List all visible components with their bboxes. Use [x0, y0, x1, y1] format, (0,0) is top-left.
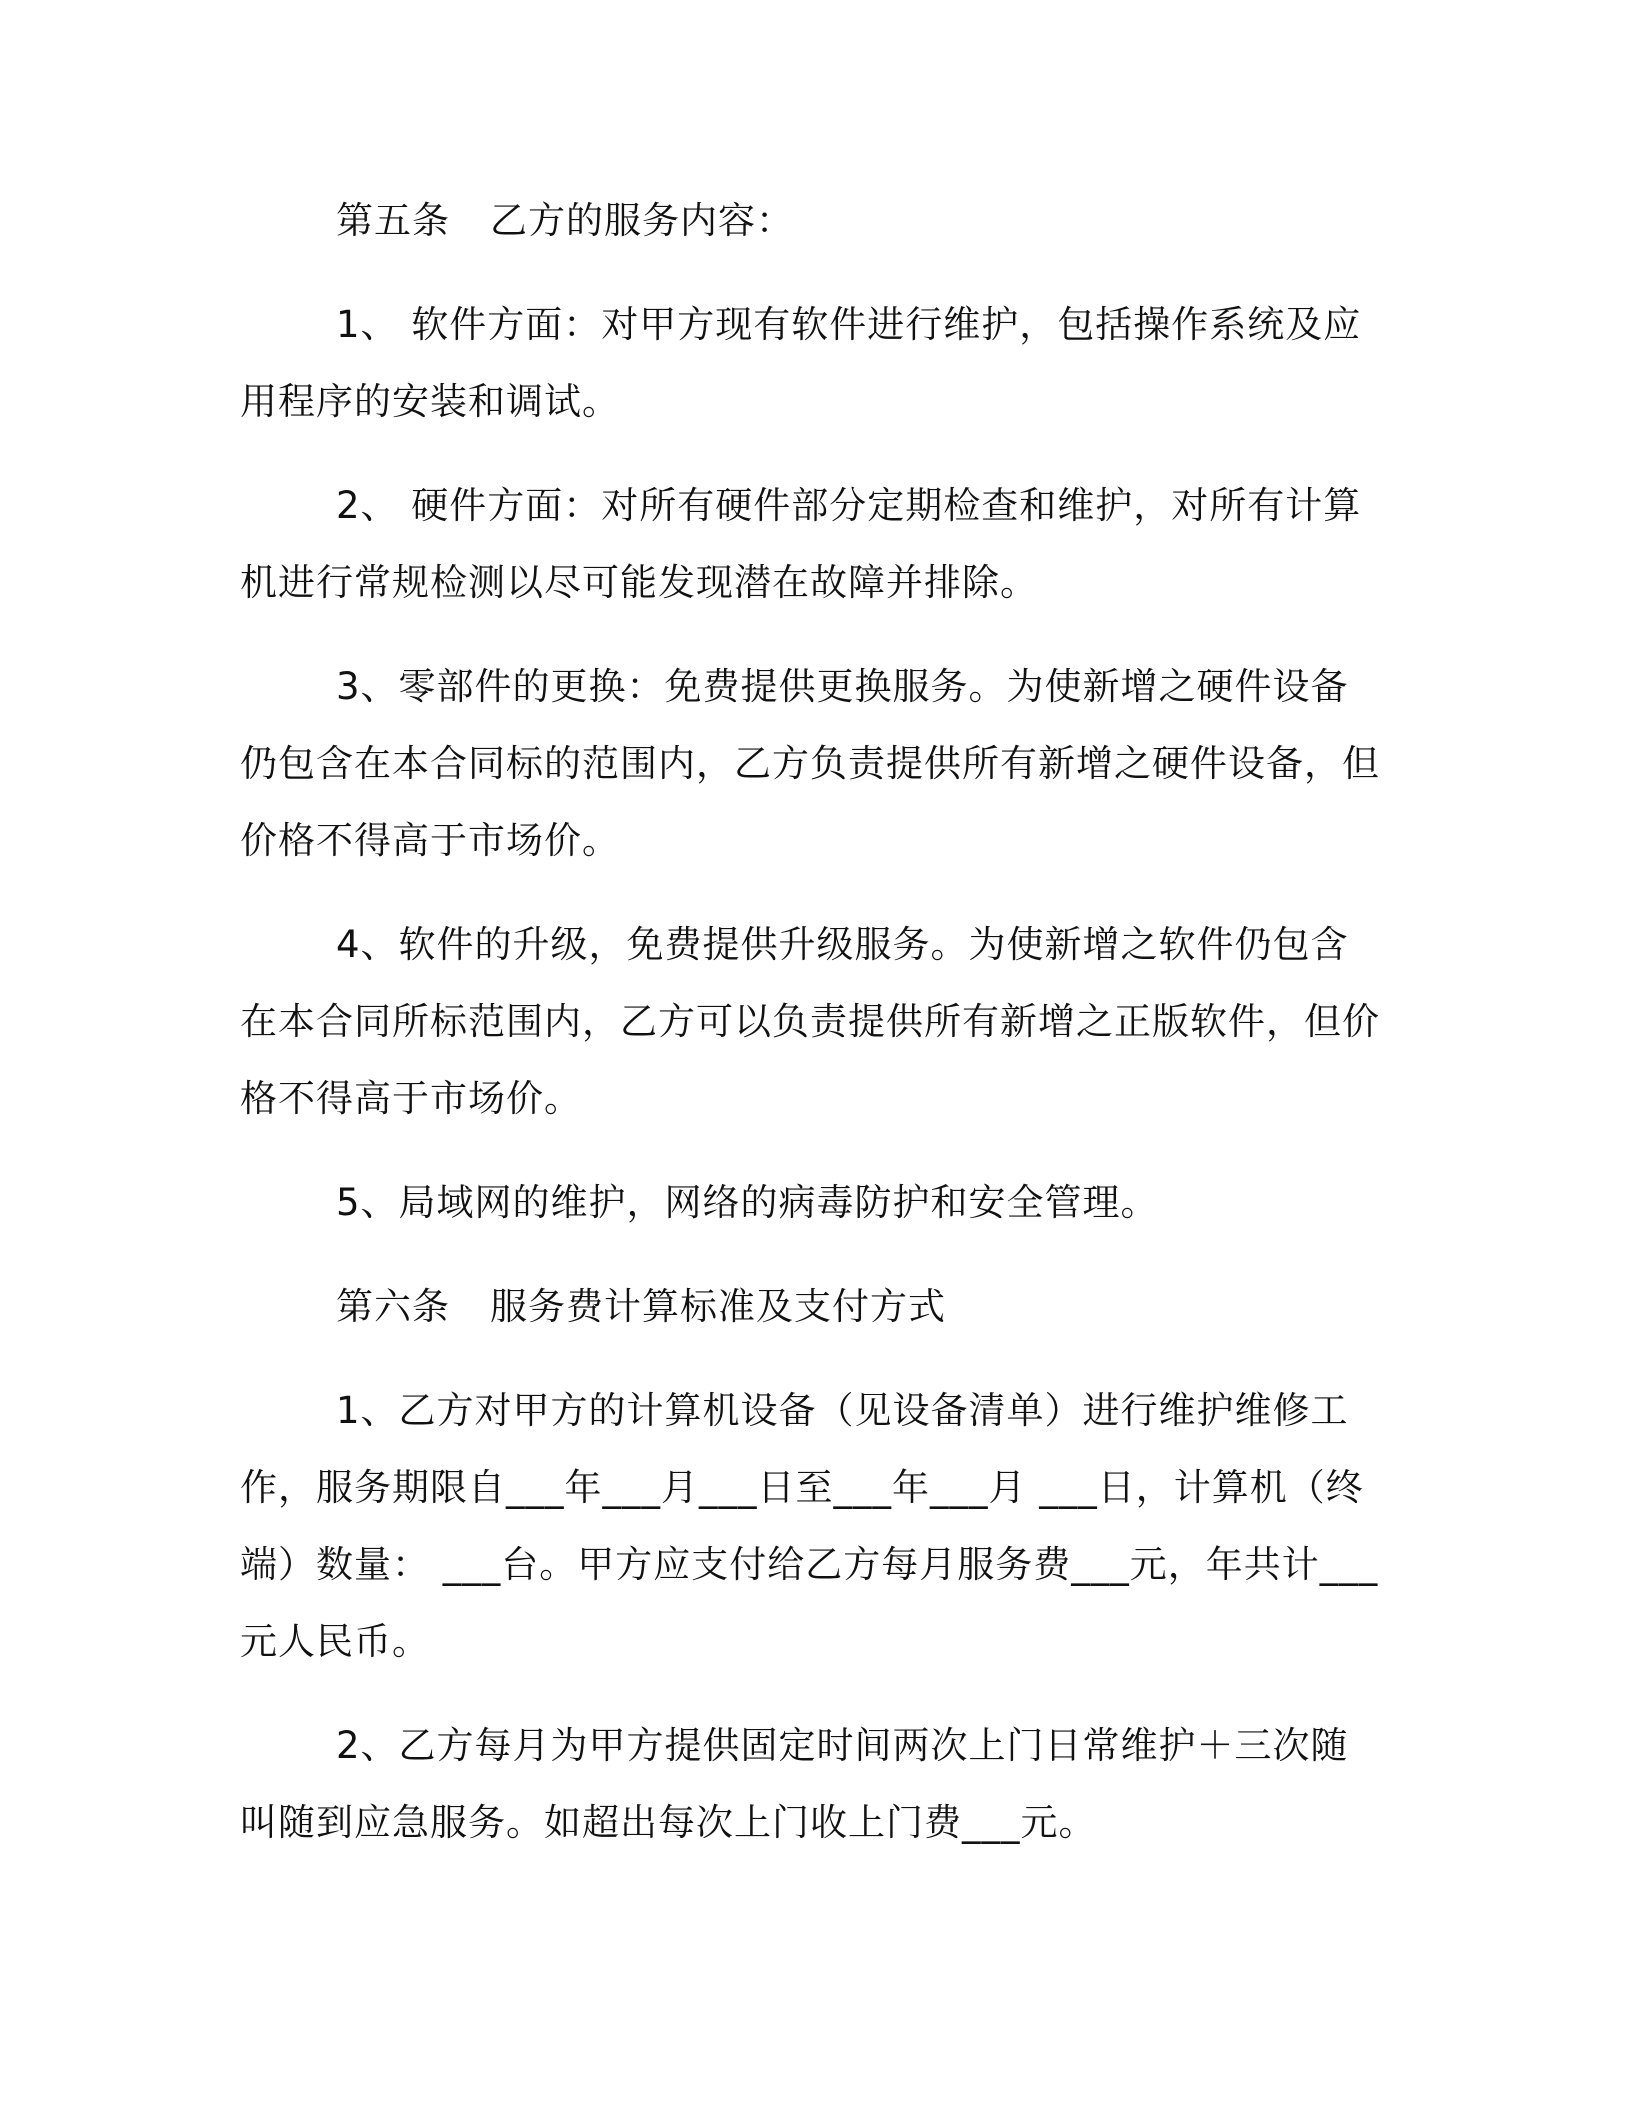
article-5-item-4: 4、软件的升级，免费提供升级服务。为使新增之软件仍包含在本合同所标范围内，乙方可以负责提供所有新增之正版软件，但价格不得高于市场价。 [240, 923, 1380, 1120]
article-5-heading [240, 182, 1380, 259]
article-6-title: 服务费计算标准及支付方式 [490, 1285, 946, 1328]
article-5-item-5: 5、局域网的维护，网络的病毒防护和安全管理。 [336, 1181, 1159, 1224]
article-5-item-3: 3、零部件的更换：免费提供更换服务。为使新增之硬件设备仍包含在本合同标的范围内，乙方负责提供所有新增之硬件设备，但价格不得高于市场价。 [240, 665, 1380, 862]
article-5-number: 第五条 [336, 199, 450, 242]
article-5-item-1: 1、 软件方面：对甲方现有软件进行维护，包括操作系统及应用程序的安装和调试。 [240, 303, 1362, 423]
document-body [240, 182, 1380, 1888]
article-6-item-2: 2、乙方每月为甲方提供固定时间两次上门日常维护＋三次随叫随到应急服务。如超出每次上门收上门费___元。 [240, 1724, 1349, 1844]
article-6-item-1: 1、乙方对甲方的计算机设备（见设备清单）进行维护维修工作，服务期限自___年___月___日至___年___月 ___日，计算机（终端）数量： ___台。甲方应支付给乙方每月服务费___元，年共计___元人民币。 [240, 1389, 1379, 1663]
article-6-number: 第六条 [336, 1285, 450, 1328]
article-6-heading [240, 1268, 1380, 1345]
article-5-item-2: 2、 硬件方面：对所有硬件部分定期检查和维护，对所有计算机进行常规检测以尽可能发现潜在故障并排除。 [240, 484, 1362, 604]
article-5-title: 乙方的服务内容： [490, 199, 794, 242]
